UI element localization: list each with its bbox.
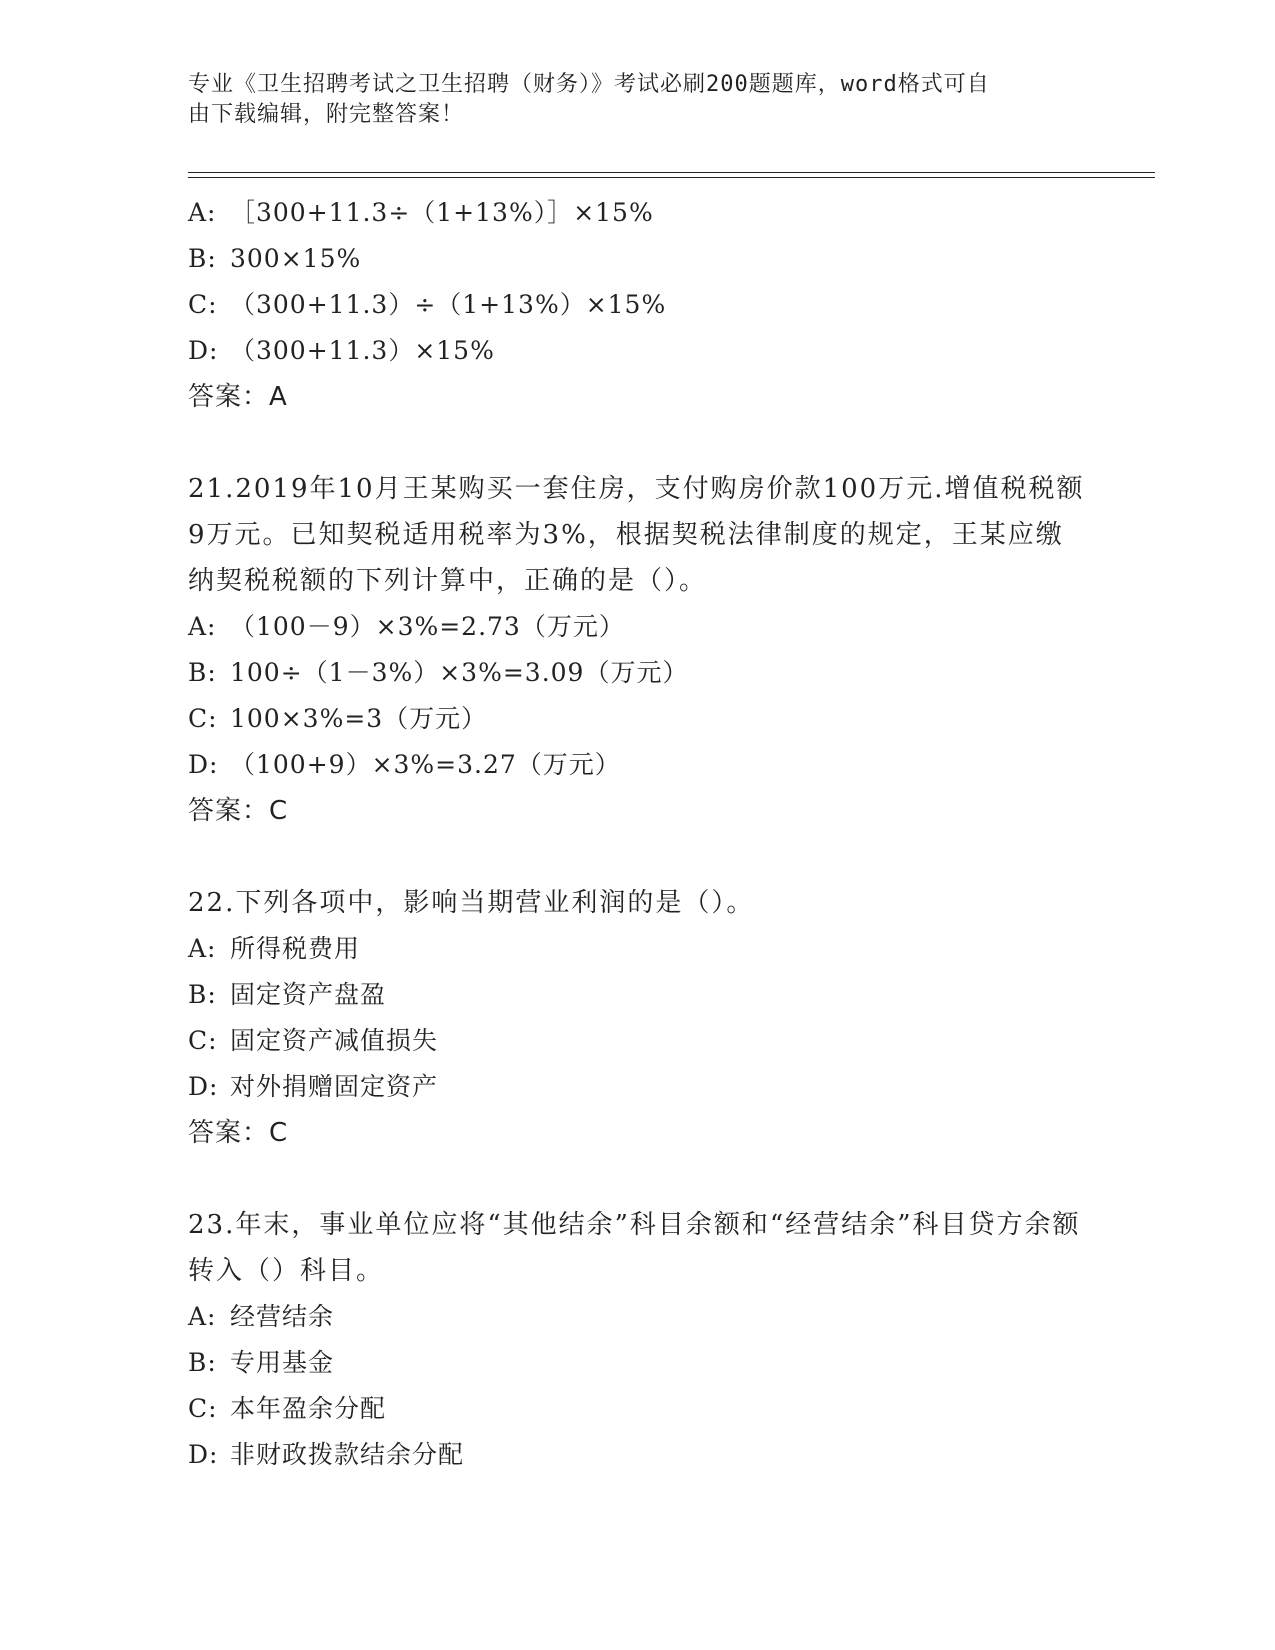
question-23-option-c — [188, 1386, 1088, 1432]
question-21-option-c — [188, 696, 1088, 742]
option-prefix: A: — [188, 934, 217, 963]
option-text: （300+11.3）÷（1+13%）×15% — [230, 290, 667, 319]
header-rule-top — [188, 172, 1155, 173]
option-text: 所得税费用 — [230, 934, 361, 963]
option-text: 对外捐赠固定资产 — [230, 1072, 439, 1101]
option-text: 专用基金 — [230, 1348, 335, 1377]
header-line-1: 专业《卫生招聘考试之卫生招聘（财务）》考试必刷200题题库，word格式可自 — [188, 72, 990, 97]
option-prefix: B: — [188, 244, 217, 273]
question-22-answer: 答案：C — [188, 1118, 289, 1148]
question-21-answer: 答案：C — [188, 796, 289, 826]
spacer — [188, 1156, 1088, 1202]
spacer — [188, 420, 1088, 466]
header-rule-bottom — [188, 177, 1155, 178]
option-prefix: D: — [188, 1440, 219, 1469]
question-23-option-d — [188, 1432, 1088, 1478]
question-20-option-a — [188, 190, 1088, 236]
option-prefix: C: — [188, 1026, 218, 1055]
document-header — [188, 70, 1068, 130]
option-prefix: B: — [188, 1348, 217, 1377]
question-22-text: 22.下列各项中，影响当期营业利润的是（）。 — [188, 888, 755, 918]
option-prefix: A: — [188, 612, 217, 641]
option-text: 100÷（1－3%）×3%=3.09（万元） — [230, 658, 689, 687]
option-text: 固定资产减值损失 — [230, 1026, 439, 1055]
option-prefix: B: — [188, 658, 217, 687]
option-prefix: D: — [188, 1072, 219, 1101]
question-22-option-d — [188, 1064, 1088, 1110]
question-21-text: 21.2019年10月王某购买一套住房，支付购房价款100万元.增值税税额9万元。已知契税适用税率为3%，根据契税法律制度的规定，王某应缴纳契税税额的下列计算中，正确的是（）。 — [188, 474, 1085, 596]
question-20-option-b — [188, 236, 1088, 282]
question-21-option-d — [188, 742, 1088, 788]
question-23-option-b — [188, 1340, 1088, 1386]
option-text: 经营结余 — [230, 1302, 335, 1331]
option-prefix: C: — [188, 1394, 218, 1423]
question-23 — [188, 1202, 1088, 1478]
option-prefix: D: — [188, 750, 219, 779]
question-22-option-b — [188, 972, 1088, 1018]
option-prefix: A: — [188, 1302, 217, 1331]
option-text: 非财政拨款结余分配 — [230, 1440, 465, 1469]
option-text: 300×15% — [230, 244, 362, 273]
option-prefix: C: — [188, 290, 218, 319]
spacer — [188, 834, 1088, 880]
question-22-option-a — [188, 926, 1088, 972]
option-text: （100+9）×3%=3.27（万元） — [230, 750, 621, 779]
option-text: ［300+11.3÷（1+13%）］×15% — [230, 198, 654, 227]
option-prefix: C: — [188, 704, 218, 733]
option-prefix: A: — [188, 198, 217, 227]
question-21-option-b — [188, 650, 1088, 696]
question-21-option-a — [188, 604, 1088, 650]
option-text: 本年盈余分配 — [230, 1394, 387, 1423]
question-20-option-c — [188, 282, 1088, 328]
option-text: （100－9）×3%=2.73（万元） — [230, 612, 625, 641]
question-22 — [188, 880, 1088, 1156]
question-23-text: 23.年末，事业单位应将“其他结余”科目余额和“经营结余”科目贷方余额转入（）科目。 — [188, 1210, 1081, 1286]
document-body — [188, 190, 1088, 1478]
question-22-option-c — [188, 1018, 1088, 1064]
option-prefix: D: — [188, 336, 219, 365]
option-text: 固定资产盘盈 — [230, 980, 387, 1009]
question-20-option-d — [188, 328, 1088, 374]
question-21 — [188, 466, 1088, 834]
question-20 — [188, 190, 1088, 420]
option-text: 100×3%=3（万元） — [230, 704, 488, 733]
option-text: （300+11.3）×15% — [230, 336, 495, 365]
option-prefix: B: — [188, 980, 217, 1009]
question-23-option-a — [188, 1294, 1088, 1340]
question-20-answer: 答案：A — [188, 382, 288, 412]
header-line-2: 由下载编辑，附完整答案！ — [188, 102, 465, 127]
